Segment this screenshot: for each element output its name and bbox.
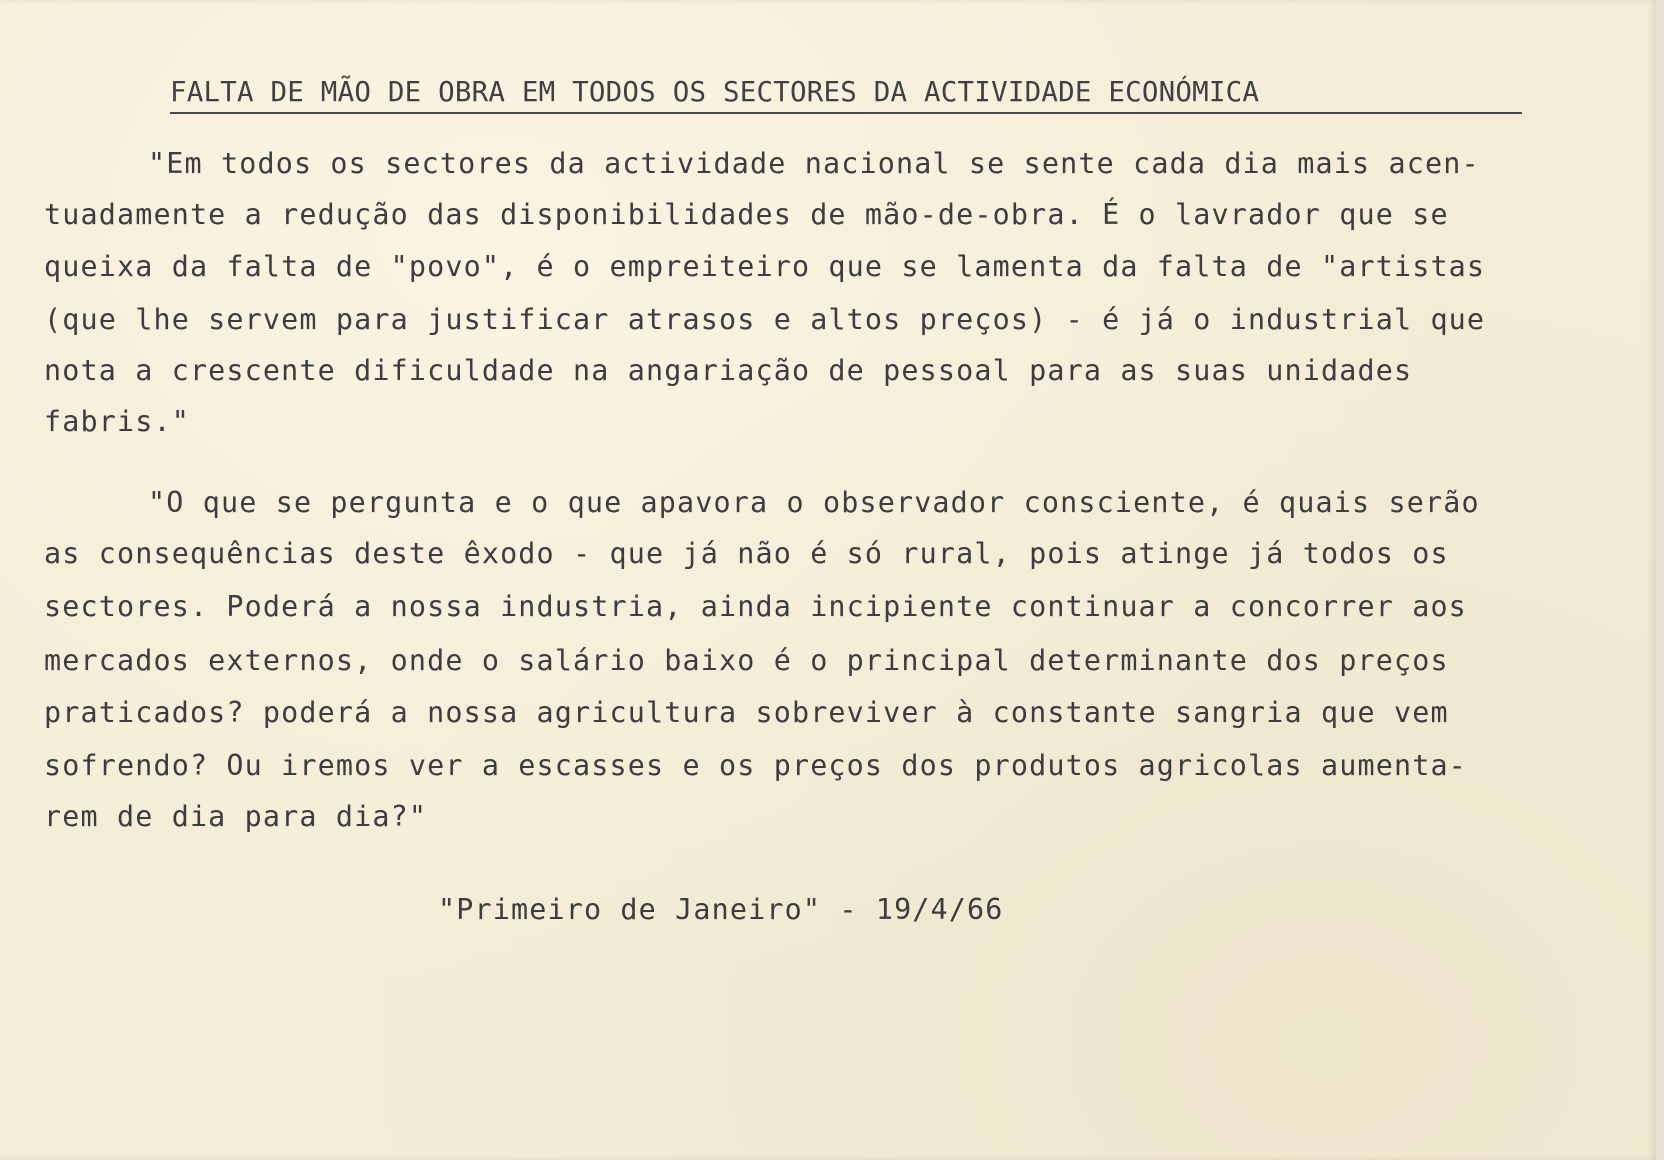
- paragraph-2-line: sofrendo? Ou iremos ver a escasses e os preços dos produtos agricolas aumenta-: [44, 749, 1467, 782]
- paragraph-1-line: tuadamente a redução das disponibilidades de mão-de-obra. É o lavrador que se: [44, 198, 1449, 231]
- paragraph-2-line: "O que se pergunta e o que apavora o observador consciente, é quais serão: [148, 486, 1480, 519]
- paragraph-2-line: sectores. Poderá a nossa industria, ainda incipiente continuar a concorrer aos: [44, 590, 1467, 623]
- paragraph-2-line: praticados? poderá a nossa agricultura sobreviver à constante sangria que vem: [44, 696, 1449, 729]
- paragraph-1-line: "Em todos os sectores da actividade nacional se sente cada dia mais acen-: [148, 147, 1480, 180]
- source-citation: "Primeiro de Janeiro" - 19/4/66: [438, 893, 1004, 926]
- paragraph-1-line: queixa da falta de "povo", é o empreiteiro que se lamenta da falta de "artistas: [44, 250, 1486, 283]
- paragraph-2-line: rem de dia para dia?": [44, 800, 428, 833]
- paragraph-2-line: mercados externos, onde o salário baixo é o principal determinante dos preços: [44, 644, 1449, 677]
- title-underline: [170, 112, 1522, 114]
- document-title: FALTA DE MÃO DE OBRA EM TODOS OS SECTORES DA ACTIVIDADE ECONÓMICA: [170, 76, 1260, 108]
- paragraph-1-line: nota a crescente dificuldade na angariação de pessoal para as suas unidades: [44, 354, 1413, 387]
- paragraph-2-line: as consequências deste êxodo - que já não é só rural, pois atinge já todos os: [44, 537, 1449, 570]
- paragraph-1-line: (que lhe servem para justificar atrasos e altos preços) - é já o industrial que: [44, 303, 1486, 336]
- paragraph-1-line: fabris.": [44, 405, 190, 438]
